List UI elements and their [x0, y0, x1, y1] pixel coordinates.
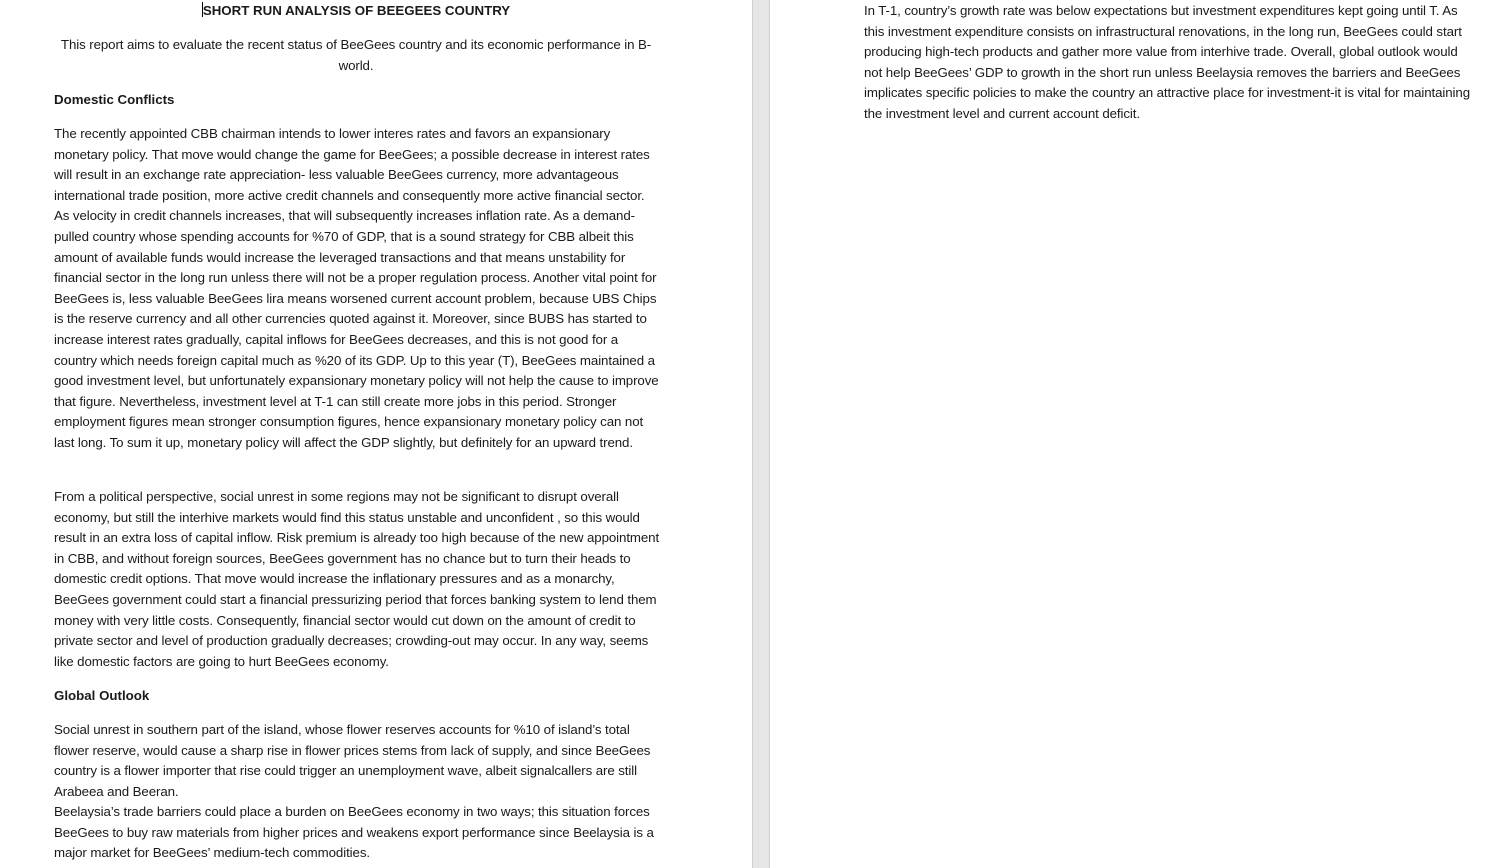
- paragraph-trade-barriers[interactable]: Beelaysia’s trade barriers could place a burden on BeeGees economy in two ways; this situation forces BeeGees to buy raw materials from higher prices and weakens export performance since Beelaysia is a major market for BeeGees’ medium-tech commodities.: [54, 804, 654, 861]
- page-gutter: [752, 0, 770, 868]
- section-heading-global-outlook[interactable]: Global Outlook: [54, 688, 150, 703]
- paragraph-monetary-policy[interactable]: The recently appointed CBB chairman intends to lower interes rates and favors an expansionary monetary policy. That move would change the game for BeeGees; a possible decrease in interest rates will result in an exchange rate appreciation- less valuable BeeGees currency, more advantageous international trade position, more active credit channels and consequently more active financial sector. As velocity in credit channels increases, that will subsequently increases inflation rate. As a demand-pulled country whose spending accounts for %70 of GDP, that is a sound strategy for CBB albeit this amount of available funds would increase the leveraged transactions and that means unstability for financial sector in the long run unless there will not be a proper regulation process. Another vital point for BeeGees is, less valuable BeeGees lira means worsened current account problem, because UBS Chips is the reserve currency and all other currencies quoted against it. Moreover, since BUBS has started to increase interest rates gradually, capital inflows for BeeGees decreases, and this is not good for a country which needs foreign capital much as %20 of its GDP. Up to this year (T), BeeGees maintained a good investment level, but unfortunately expansionary monetary policy will not help the cause to improve that figure. Nevertheless, investment level at T-1 can still create more jobs in this period. Stronger employment figures mean stronger consumption figures, hence expansionary monetary policy can not last long. To sum it up, monetary policy will affect the GDP slightly, but definitely for an upward trend.: [54, 126, 659, 450]
- intro-paragraph[interactable]: This report aims to evaluate the recent status of BeeGees country and its economic performance in B-world.: [60, 37, 652, 73]
- paragraph-social-unrest[interactable]: Social unrest in southern part of the island, whose flower reserves accounts for %10 of island’s total flower reserve, would cause a sharp rise in flower prices stems from lack of supply, and since BeeGees country is a flower importer that rise could trigger an unemployment wave, albeit signalcallers are still Arabeea and Beeran.: [54, 722, 651, 799]
- document-title[interactable]: [54, 1, 658, 22]
- document-page-2[interactable]: [770, 0, 1512, 868]
- document-page-1[interactable]: [0, 0, 752, 868]
- section-heading-domestic-conflicts[interactable]: Domestic Conflicts: [54, 92, 175, 107]
- title-text[interactable]: SHORT RUN ANALYSIS OF BEEGEES COUNTRY: [202, 3, 511, 18]
- paragraph-political-perspective[interactable]: From a political perspective, social unrest in some regions may not be significant to disrupt overall economy, but still the interhive markets would find this status unstable and unconfident , so this would result in an extra loss of capital inflow. Risk premium is already too high because of the new appointment in CBB, and without foreign sources, BeeGees government has no chance but to turn their heads to domestic credit options. That move would increase the inflationary pressures and as a monarchy, BeeGees government could start a financial pressurizing period that forces banking system to lend them money with very little costs. Consequently, financial sector would cut down on the amount of credit to private sector and level of production gradually decreases; crowding-out may occur. In any way, seems like domestic factors are going to hurt BeeGees economy.: [54, 489, 660, 669]
- paragraph-growth-investment[interactable]: In T-1, country’s growth rate was below expectations but investment expenditures kept going until T. As this investment expenditure consists on infrastructural renovations, in the long run, BeeGees could start producing high-tech products and gather more value from interhive trade. Overall, global outlook would not help BeeGees’ GDP to growth in the short run unless Beelaysia removes the barriers and BeeGees implicates specific policies to make the country an attractive place for investment-it is vital for maintaining the investment level and current account deficit.: [864, 3, 1470, 121]
